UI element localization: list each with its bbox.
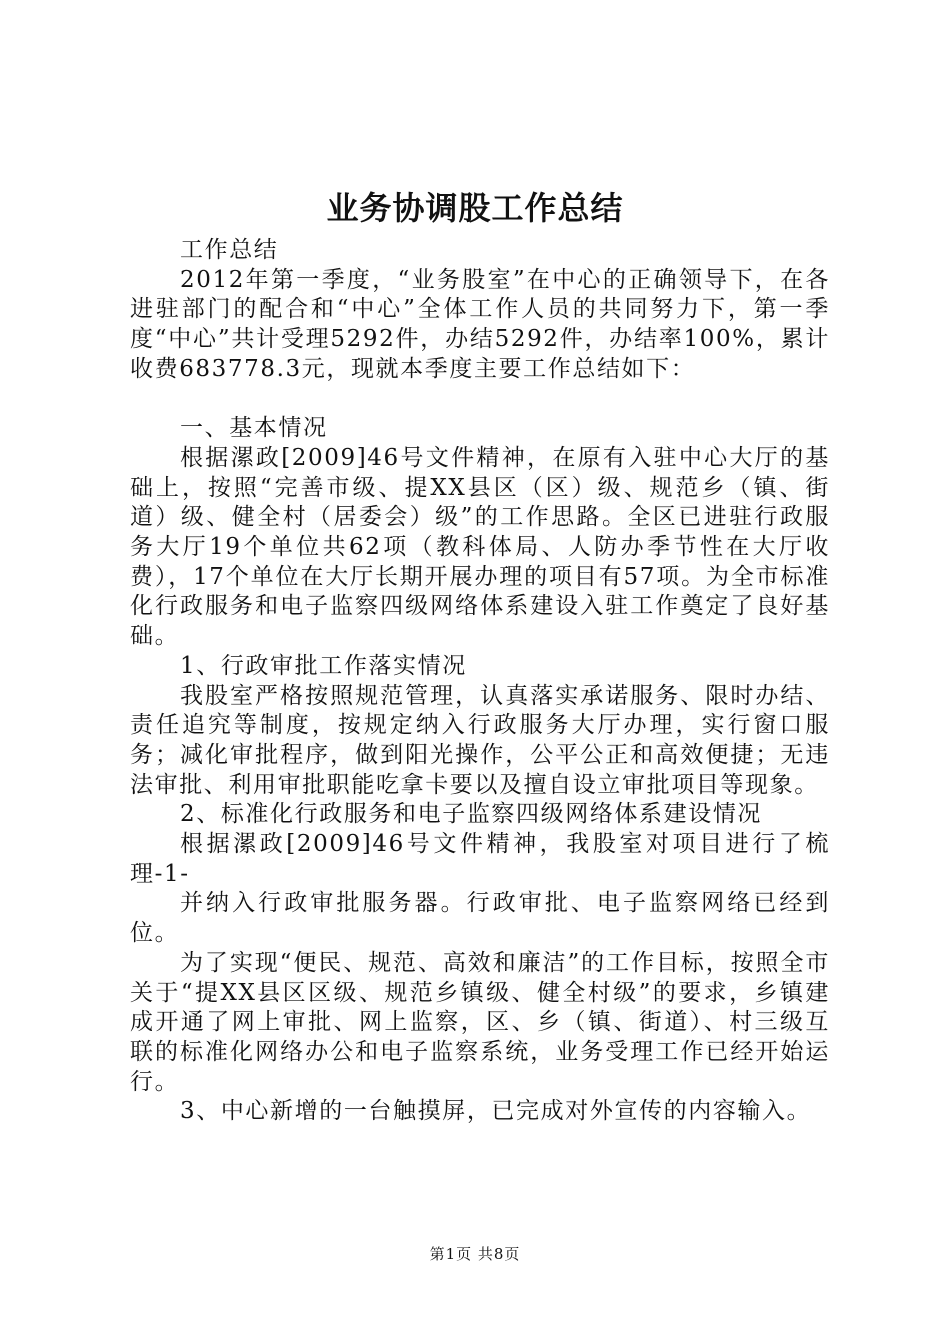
page-footer: 第1页 共8页 <box>429 1245 521 1263</box>
paragraph-basic-situation: 根据漯政[2009]46号文件精神，在原有入驻中心大厅的基础上，按照“完善市级、提XX县区（区）级、规范乡（镇、街道）级、健全村（居委会）级”的工作思路。全区已进驻行政服务大厅19个单位共62项（教科体局、人防办季节性在大厅收费），17个单位在大厅长期开展办理的项目有57项。为全市标准化行政服务和电子监察四级网络体系建设入驻工作奠定了良好基础。 <box>130 444 830 650</box>
paragraph-admin-approval: 我股室严格按照规范管理，认真落实承诺服务、限时办结、责任追究等制度，按规定纳入行政服务大厅办理，实行窗口服务；减化审批程序，做到阳光操作，公平公正和高效便捷；无违法审批、利用审批职能吃拿卡要以及擅自设立审批项目等现象。 <box>130 682 830 798</box>
paragraph-heading-work-summary: 工作总结 <box>180 237 279 263</box>
document-body <box>130 236 830 1127</box>
paragraph-network-system: 根据漯政[2009]46号文件精神，我股室对项目进行了梳理-1- <box>130 831 830 887</box>
paragraph-work-goal: 为了实现“便民、规范、高效和廉洁”的工作目标，按照全市关于“提XX县区区级、规范乡镇级、健全村级”的要求，乡镇建成开通了网上审批、网上监察，区、乡（镇、街道）、村三级互联的标准化网络办公和电子监察系统，业务受理工作已经开始运行。 <box>130 949 830 1095</box>
section-heading-basic-situation: 一、基本情况 <box>180 415 328 442</box>
subheading-network-system: 2、标准化行政服务和电子监察四级网络体系建设情况 <box>180 801 763 828</box>
paragraph-intro: 2012年第一季度，“业务股室”在中心的正确领导下，在各进驻部门的配合和“中心”全体工作人员的共同努力下，第一季度“中心”共计受理5292件，办结5292件，办结率100%，累计收费683778.3元，现就本季度主要工作总结如下： <box>130 266 830 382</box>
document-title: 业务协调股工作总结 <box>326 189 624 227</box>
subheading-admin-approval: 1、行政审批工作落实情况 <box>180 652 467 679</box>
paragraph-touchscreen: 3、中心新增的一台触摸屏，已完成对外宣传的内容输入。 <box>180 1098 812 1125</box>
paragraph-network-status: 并纳入行政审批服务器。行政审批、电子监察网络已经到位。 <box>130 890 830 947</box>
